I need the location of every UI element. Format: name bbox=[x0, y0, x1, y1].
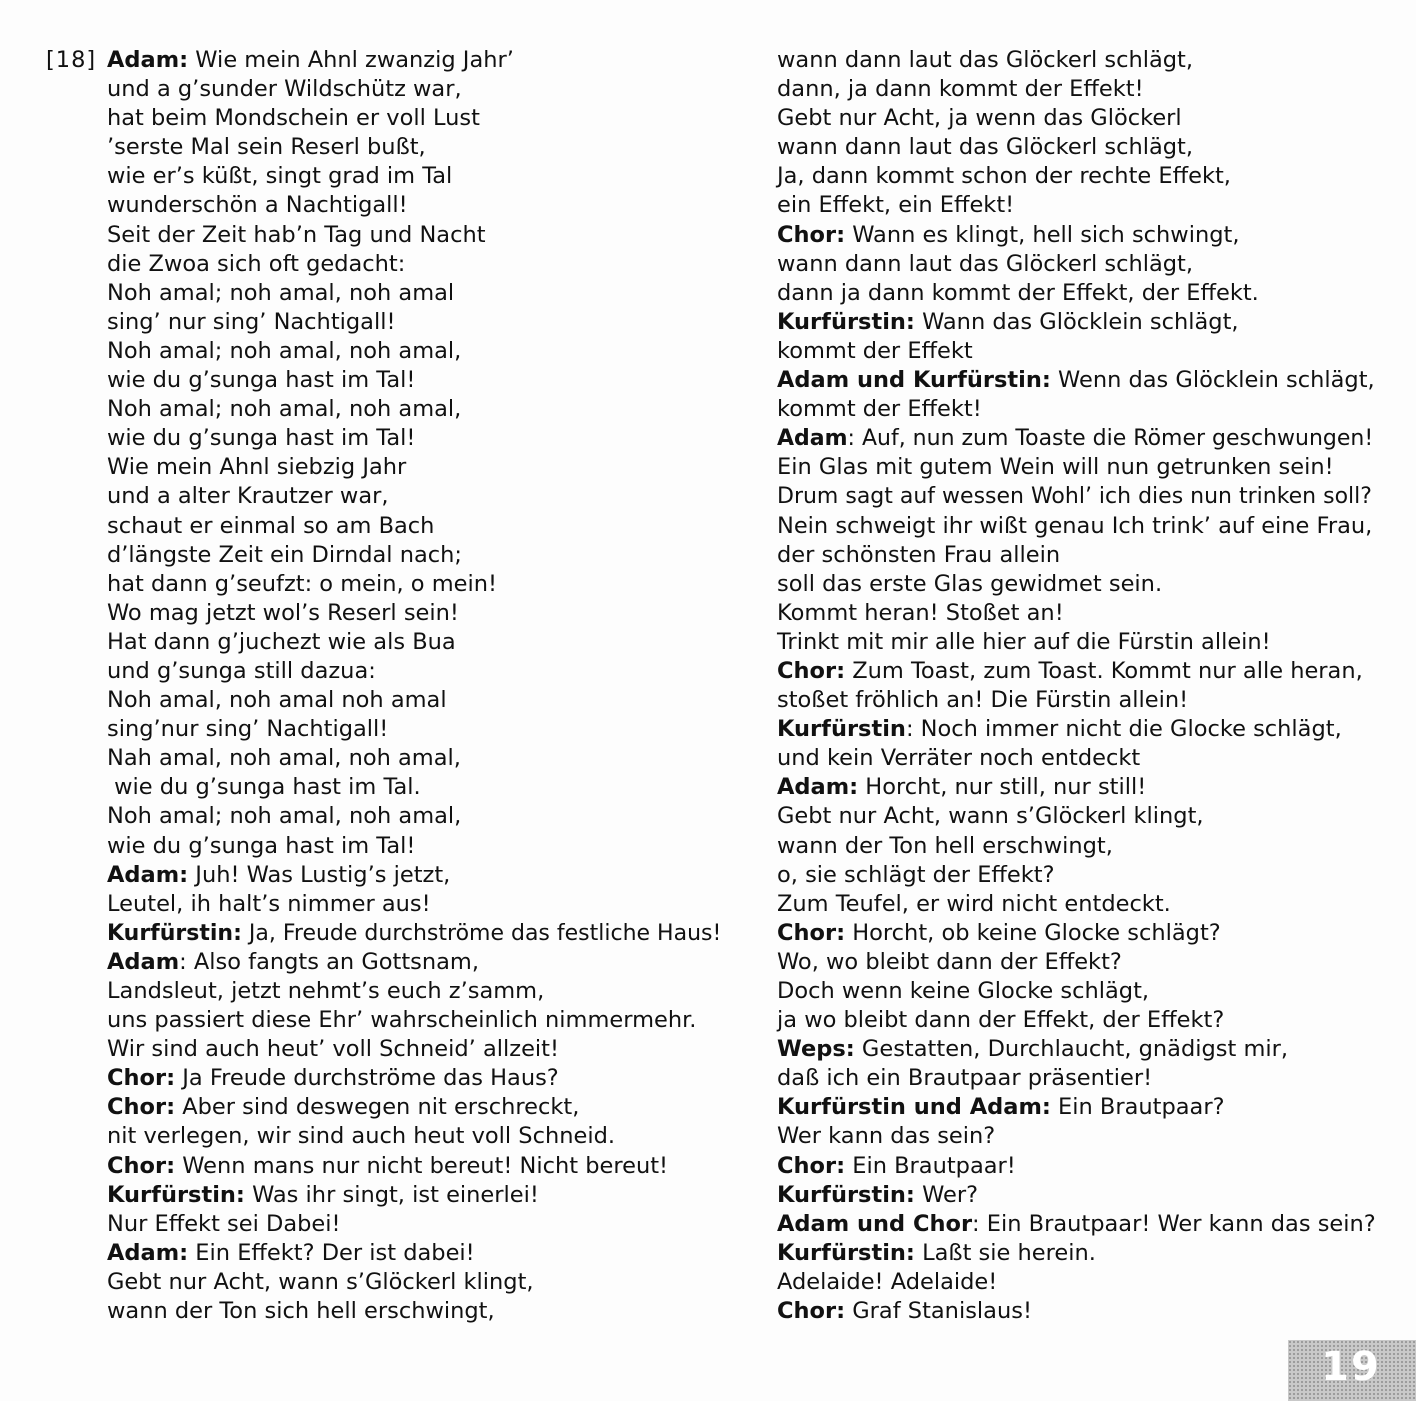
libretto-line bbox=[777, 191, 1377, 220]
libretto-line bbox=[107, 744, 727, 773]
libretto-line bbox=[107, 75, 727, 104]
line-text: Noh amal, noh amal noh amal bbox=[107, 687, 447, 714]
libretto-line bbox=[777, 1268, 1377, 1297]
line-text: Ein Brautpaar? bbox=[1050, 1094, 1225, 1121]
line-text: wie er’s küßt, singt grad im Tal bbox=[107, 163, 453, 190]
line-text: : Auf, nun zum Toaste die Römer geschwungen! bbox=[847, 426, 1374, 452]
line-text: Drum sagt auf wessen Wohl’ ich dies nun trinken soll? bbox=[777, 484, 1372, 510]
libretto-line bbox=[107, 133, 727, 162]
libretto-line bbox=[107, 919, 727, 948]
line-text: wann dann laut das Glöckerl schlägt, bbox=[777, 250, 1194, 277]
speaker-name: Kurfürstin: bbox=[777, 308, 915, 335]
libretto-line bbox=[777, 75, 1377, 104]
libretto-line bbox=[777, 162, 1377, 191]
line-text: Wer? bbox=[914, 1181, 979, 1208]
libretto-line bbox=[777, 570, 1377, 599]
line-text: und kein Verräter noch entdeckt bbox=[777, 745, 1141, 772]
line-text: der schönsten Frau allein bbox=[777, 541, 1061, 568]
libretto-line bbox=[777, 250, 1377, 279]
line-text: Was ihr singt, ist einerlei! bbox=[244, 1181, 539, 1208]
line-text: Gebt nur Acht, wann s’Glöckerl klingt, bbox=[777, 803, 1204, 830]
line-text: Landsleut, jetzt nehmt’s euch z’samm, bbox=[107, 978, 545, 1004]
line-text: die Zwoa sich oft gedacht: bbox=[107, 250, 406, 277]
libretto-line bbox=[777, 715, 1377, 744]
libretto-line bbox=[777, 279, 1377, 308]
libretto-line bbox=[107, 395, 727, 424]
speaker-name: Chor: bbox=[107, 1152, 176, 1179]
line-text: und g’sunga still dazua: bbox=[107, 657, 376, 684]
libretto-line bbox=[107, 512, 727, 541]
line-text: dann, ja dann kommt der Effekt! bbox=[777, 76, 1144, 103]
speaker-name: Adam und Kurfürstin: bbox=[777, 367, 1051, 394]
libretto-line bbox=[777, 308, 1377, 337]
libretto-line bbox=[107, 1035, 727, 1064]
line-text: wie du g’sunga hast im Tal. bbox=[107, 774, 421, 801]
line-text: Wann das Glöcklein schlägt, bbox=[914, 308, 1239, 335]
speaker-name: Adam und Chor bbox=[777, 1210, 973, 1237]
line-text: Noh amal; noh amal, noh amal bbox=[107, 279, 455, 306]
line-text: Wenn mans nur nicht bereut! Nicht bereut! bbox=[175, 1152, 669, 1179]
line-text: daß ich ein Brautpaar präsentier! bbox=[777, 1065, 1153, 1092]
libretto-line bbox=[777, 1152, 1377, 1181]
line-text: stoßet fröhlich an! Die Fürstin allein! bbox=[777, 687, 1189, 714]
line-text: o, sie schlägt der Effekt? bbox=[777, 861, 1055, 888]
line-text: hat dann g’seufzt: o mein, o mein! bbox=[107, 570, 498, 597]
speaker-name: Kurfürstin: bbox=[107, 920, 242, 946]
libretto-line bbox=[777, 221, 1377, 250]
libretto-line bbox=[777, 482, 1377, 511]
speaker-name: Chor: bbox=[777, 1298, 846, 1325]
libretto-line bbox=[107, 1181, 727, 1210]
line-text: soll das erste Glas gewidmet sein. bbox=[777, 570, 1163, 597]
speaker-name: Kurfürstin und Adam: bbox=[777, 1094, 1051, 1121]
line-text: wann dann laut das Glöckerl schlägt, bbox=[777, 47, 1194, 73]
speaker-name: Chor: bbox=[107, 1065, 176, 1092]
line-text: Wie mein Ahnl siebzig Jahr bbox=[107, 454, 407, 481]
line-text: Doch wenn keine Glocke schlägt, bbox=[777, 978, 1150, 1004]
line-text: Gebt nur Acht, ja wenn das Glöckerl bbox=[777, 105, 1182, 132]
libretto-line bbox=[107, 977, 727, 1006]
libretto-line bbox=[777, 366, 1377, 395]
libretto-line bbox=[777, 1006, 1377, 1035]
libretto-line bbox=[777, 599, 1377, 628]
line-text: Wenn das Glöcklein schlägt, bbox=[1050, 367, 1375, 394]
speaker-name: Adam: bbox=[107, 1239, 189, 1266]
libretto-line bbox=[107, 1210, 727, 1239]
line-text: Gebt nur Acht, wann s’Glöckerl klingt, bbox=[107, 1268, 534, 1295]
line-text: Wo mag jetzt wol’s Reserl sein! bbox=[107, 599, 459, 626]
libretto-line bbox=[777, 1239, 1377, 1268]
libretto-line bbox=[107, 570, 727, 599]
line-text: Ein Effekt? Der ist dabei! bbox=[188, 1239, 475, 1266]
libretto-line bbox=[777, 1297, 1377, 1326]
libretto-line bbox=[107, 1006, 727, 1035]
line-text: Gestatten, Durchlaucht, gnädigst mir, bbox=[854, 1036, 1289, 1063]
line-text: Laßt sie herein. bbox=[914, 1239, 1096, 1266]
line-text: Wir sind auch heut’ voll Schneid’ allzeit! bbox=[107, 1036, 560, 1063]
libretto-line bbox=[107, 162, 727, 191]
libretto-line bbox=[777, 1064, 1377, 1093]
libretto-line bbox=[777, 686, 1377, 715]
libretto-line bbox=[777, 424, 1377, 453]
libretto-line bbox=[107, 453, 727, 482]
libretto-line bbox=[777, 977, 1377, 1006]
speaker-name: Adam: bbox=[777, 774, 859, 801]
libretto-line bbox=[107, 686, 727, 715]
libretto-line bbox=[777, 1093, 1377, 1122]
libretto-line bbox=[777, 1122, 1377, 1151]
libretto-line bbox=[777, 1181, 1377, 1210]
libretto-line bbox=[107, 366, 727, 395]
line-text: wann der Ton sich hell erschwingt, bbox=[107, 1298, 495, 1325]
line-text: Horcht, nur still, nur still! bbox=[858, 774, 1147, 801]
line-text: Wie mein Ahnl zwanzig Jahr’ bbox=[188, 47, 514, 73]
libretto-line bbox=[107, 1122, 727, 1151]
page-number-badge bbox=[1288, 1340, 1416, 1401]
line-text: Hat dann g’juchezt wie als Bua bbox=[107, 628, 456, 655]
speaker-name: Chor: bbox=[777, 657, 846, 684]
line-text: ja wo bleibt dann der Effekt, der Effekt? bbox=[777, 1007, 1225, 1034]
speaker-name: Kurfürstin: bbox=[777, 1239, 915, 1266]
libretto-line bbox=[777, 773, 1377, 802]
libretto-line bbox=[777, 395, 1377, 424]
line-text: wie du g’sunga hast im Tal! bbox=[107, 425, 416, 452]
libretto-line bbox=[777, 657, 1377, 686]
line-text: Kommt heran! Stoßet an! bbox=[777, 599, 1064, 626]
libretto-line bbox=[107, 191, 727, 220]
line-text: wann der Ton hell erschwingt, bbox=[777, 832, 1113, 859]
line-text: ein Effekt, ein Effekt! bbox=[777, 192, 1015, 219]
line-text: Noh amal; noh amal, noh amal, bbox=[107, 803, 462, 830]
line-text: Wer kann das sein? bbox=[777, 1123, 996, 1150]
libretto-line bbox=[777, 628, 1377, 657]
libretto-line bbox=[777, 948, 1377, 977]
line-text: kommt der Effekt! bbox=[777, 396, 982, 423]
line-text: Trinkt mit mir alle hier auf die Fürstin allein! bbox=[777, 628, 1271, 655]
libretto-column-left bbox=[107, 46, 727, 1326]
line-text: Noh amal; noh amal, noh amal, bbox=[107, 396, 462, 423]
line-text: wann dann laut das Glöckerl schlägt, bbox=[777, 134, 1194, 161]
speaker-name: Adam bbox=[777, 426, 848, 452]
libretto-line bbox=[107, 715, 727, 744]
libretto-line bbox=[107, 1093, 727, 1122]
libretto-line bbox=[107, 1268, 727, 1297]
libretto-line bbox=[107, 890, 727, 919]
libretto-line bbox=[107, 541, 727, 570]
speaker-name: Adam bbox=[107, 948, 180, 975]
line-text: Adelaide! Adelaide! bbox=[777, 1268, 998, 1295]
line-text: sing’ nur sing’ Nachtigall! bbox=[107, 308, 396, 335]
page-number: 19 bbox=[1321, 1344, 1381, 1390]
libretto-line bbox=[777, 1035, 1377, 1064]
libretto-line bbox=[777, 802, 1377, 831]
line-text: ’serste Mal sein Reserl bußt, bbox=[107, 134, 426, 161]
speaker-name: Chor: bbox=[777, 1152, 846, 1179]
line-text: wunderschön a Nachtigall! bbox=[107, 192, 408, 219]
libretto-line bbox=[777, 133, 1377, 162]
line-text: Graf Stanislaus! bbox=[845, 1298, 1032, 1325]
line-text: Nein schweigt ihr wißt genau Ich trink’ auf eine Frau, bbox=[777, 512, 1373, 539]
line-text: Ja, dann kommt schon der rechte Effekt, bbox=[777, 163, 1231, 190]
libretto-line bbox=[777, 890, 1377, 919]
libretto-line bbox=[107, 1152, 727, 1181]
line-text: Wo, wo bleibt dann der Effekt? bbox=[777, 948, 1122, 975]
libretto-line bbox=[777, 46, 1377, 75]
libretto-line bbox=[107, 1297, 727, 1326]
line-text: Ein Glas mit gutem Wein will nun getrunken sein! bbox=[777, 454, 1334, 481]
libretto-line bbox=[777, 337, 1377, 366]
line-text: dann ja dann kommt der Effekt, der Effekt. bbox=[777, 279, 1259, 306]
line-text: Ein Brautpaar! bbox=[845, 1152, 1016, 1179]
libretto-line bbox=[777, 453, 1377, 482]
speaker-name: Kurfürstin: bbox=[107, 1181, 245, 1208]
line-text: : Noch immer nicht die Glocke schlägt, bbox=[905, 716, 1342, 743]
line-text: Wann es klingt, hell sich schwingt, bbox=[845, 221, 1240, 248]
libretto-line bbox=[107, 221, 727, 250]
line-text: kommt der Effekt bbox=[777, 337, 973, 364]
line-text: : Ein Brautpaar! Wer kann das sein? bbox=[972, 1210, 1376, 1237]
line-text: Zum Teufel, er wird nicht entdeckt. bbox=[777, 890, 1171, 917]
line-text: und a g’sunder Wildschütz war, bbox=[107, 76, 462, 103]
libretto-line bbox=[107, 104, 727, 133]
line-text: schaut er einmal so am Bach bbox=[107, 512, 435, 539]
libretto-line bbox=[107, 802, 727, 831]
libretto-line bbox=[777, 861, 1377, 890]
libretto-line bbox=[107, 46, 727, 75]
speaker-name: Chor: bbox=[777, 919, 846, 946]
line-text: Juh! Was Lustig’s jetzt, bbox=[188, 861, 451, 888]
libretto-line bbox=[107, 279, 727, 308]
line-text: Horcht, ob keine Glocke schlägt? bbox=[845, 919, 1221, 946]
speaker-name: Weps: bbox=[777, 1036, 855, 1063]
libretto-line bbox=[777, 104, 1377, 133]
libretto-line bbox=[777, 832, 1377, 861]
speaker-name: Chor: bbox=[107, 1094, 176, 1121]
line-text: Nah amal, noh amal, noh amal, bbox=[107, 745, 461, 772]
line-text: sing’nur sing’ Nachtigall! bbox=[107, 716, 389, 743]
line-text: wie du g’sunga hast im Tal! bbox=[107, 367, 416, 394]
libretto-line bbox=[777, 541, 1377, 570]
libretto-line bbox=[107, 1064, 727, 1093]
libretto-line bbox=[107, 337, 727, 366]
libretto-line bbox=[107, 250, 727, 279]
libretto-line bbox=[777, 512, 1377, 541]
line-text: hat beim Mondschein er voll Lust bbox=[107, 105, 480, 132]
line-text: Seit der Zeit hab’n Tag und Nacht bbox=[107, 221, 486, 248]
line-text: nit verlegen, wir sind auch heut voll Schneid. bbox=[107, 1123, 616, 1150]
line-text: wie du g’sunga hast im Tal! bbox=[107, 832, 416, 859]
line-text: Aber sind deswegen nit erschreckt, bbox=[175, 1094, 580, 1121]
libretto-line bbox=[107, 1239, 727, 1268]
line-text: und a alter Krautzer war, bbox=[107, 483, 389, 510]
line-text: d’längste Zeit ein Dirndal nach; bbox=[107, 541, 462, 568]
line-text: Zum Toast, zum Toast. Kommt nur alle heran, bbox=[845, 657, 1363, 684]
track-number: [18] bbox=[46, 47, 97, 73]
libretto-line bbox=[107, 628, 727, 657]
libretto-line bbox=[777, 919, 1377, 948]
line-text: uns passiert diese Ehr’ wahrscheinlich nimmermehr. bbox=[107, 1007, 697, 1034]
libretto-line bbox=[107, 308, 727, 337]
libretto-line bbox=[107, 482, 727, 511]
line-text: Noh amal; noh amal, noh amal, bbox=[107, 337, 462, 364]
libretto-line bbox=[107, 599, 727, 628]
speaker-name: Kurfürstin bbox=[777, 716, 906, 743]
speaker-name: Adam: bbox=[107, 47, 189, 73]
speaker-name: Kurfürstin: bbox=[777, 1181, 915, 1208]
libretto-line bbox=[107, 861, 727, 890]
libretto-line bbox=[777, 744, 1377, 773]
line-text: : Also fangts an Gottsnam, bbox=[179, 948, 480, 975]
speaker-name: Chor: bbox=[777, 221, 846, 248]
line-text: Ja, Freude durchströme das festliche Haus! bbox=[241, 920, 722, 946]
speaker-name: Adam: bbox=[107, 861, 189, 888]
libretto-column-right bbox=[777, 46, 1377, 1326]
line-text: Ja Freude durchströme das Haus? bbox=[175, 1065, 559, 1092]
libretto-line bbox=[107, 948, 727, 977]
libretto-line bbox=[107, 424, 727, 453]
libretto-line bbox=[107, 773, 727, 802]
libretto-line bbox=[777, 1210, 1377, 1239]
line-text: Leutel, ih halt’s nimmer aus! bbox=[107, 890, 431, 917]
libretto-line bbox=[107, 832, 727, 861]
line-text: Nur Effekt sei Dabei! bbox=[107, 1210, 341, 1237]
libretto-line bbox=[107, 657, 727, 686]
